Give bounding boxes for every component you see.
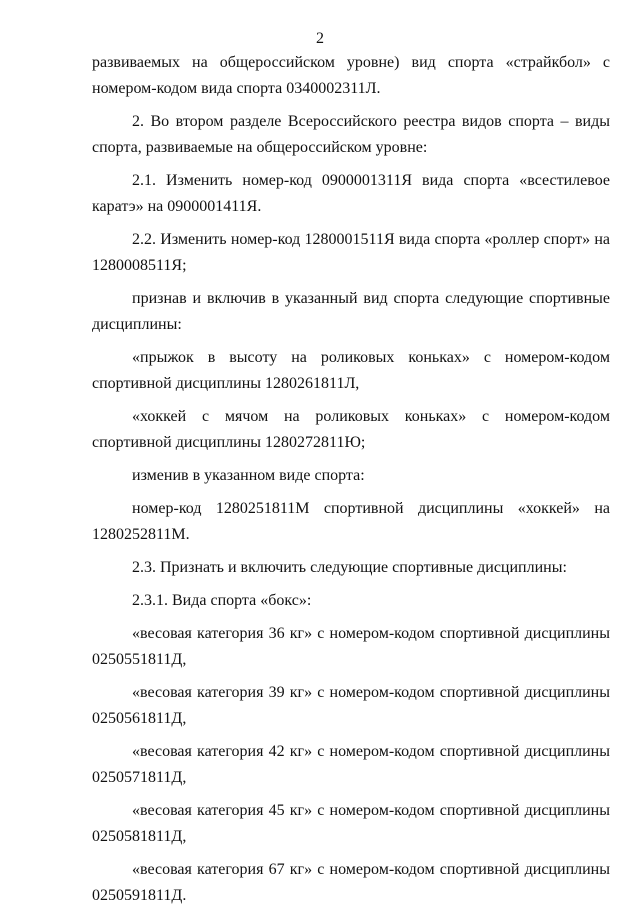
- paragraph-continuation: развиваемых на общероссийском уровне) вид спорта «страйкбол» с номером-кодом вида спорта 0340002311Л.: [92, 54, 610, 97]
- paragraph-2-3: 2.3. Признать и включить следующие спортивные дисциплины:: [132, 559, 567, 576]
- paragraph-weight-67: «весовая категория 67 кг» с номером-кодом спортивной дисциплины 0250591811Д.: [92, 861, 610, 904]
- paragraph-2-2: 2.2. Изменить номер-код 1280001511Я вида спорта «роллер спорт» на 1280008511Я;: [92, 231, 610, 274]
- paragraph-section-2: 2. Во втором разделе Всероссийского реестра видов спорта – виды спорта, развиваемые на общероссийском уровне:: [92, 113, 610, 156]
- paragraph-weight-36: «весовая категория 36 кг» с номером-кодом спортивной дисциплины 0250551811Д,: [92, 625, 610, 668]
- paragraph-changing: изменив в указанном виде спорта:: [132, 467, 365, 484]
- paragraph-code-hockey: номер-код 1280251811М спортивной дисциплины «хоккей» на 1280252811М.: [92, 500, 610, 543]
- paragraph-discipline-high-jump: «прыжок в высоту на роликовых коньках» с номером-кодом спортивной дисциплины 1280261811Л,: [92, 349, 610, 392]
- page-number: 2: [316, 30, 324, 47]
- paragraph-weight-39: «весовая категория 39 кг» с номером-кодом спортивной дисциплины 0250561811Д,: [92, 684, 610, 727]
- paragraph-weight-42: «весовая категория 42 кг» с номером-кодом спортивной дисциплины 0250571811Д,: [92, 743, 610, 786]
- paragraph-discipline-bandy-rollers: «хоккей с мячом на роликовых коньках» с номером-кодом спортивной дисциплины 1280272811Ю;: [92, 408, 610, 451]
- paragraph-2-1: 2.1. Изменить номер-код 0900001311Я вида спорта «всестилевое каратэ» на 0900001411Я.: [92, 172, 610, 215]
- paragraph-recognize-include: признав и включив в указанный вид спорта следующие спортивные дисциплины:: [92, 290, 610, 333]
- paragraph-weight-45: «весовая категория 45 кг» с номером-кодом спортивной дисциплины 0250581811Д,: [92, 802, 610, 845]
- paragraph-2-3-1: 2.3.1. Вида спорта «бокс»:: [132, 592, 312, 609]
- document-body: [92, 50, 610, 909]
